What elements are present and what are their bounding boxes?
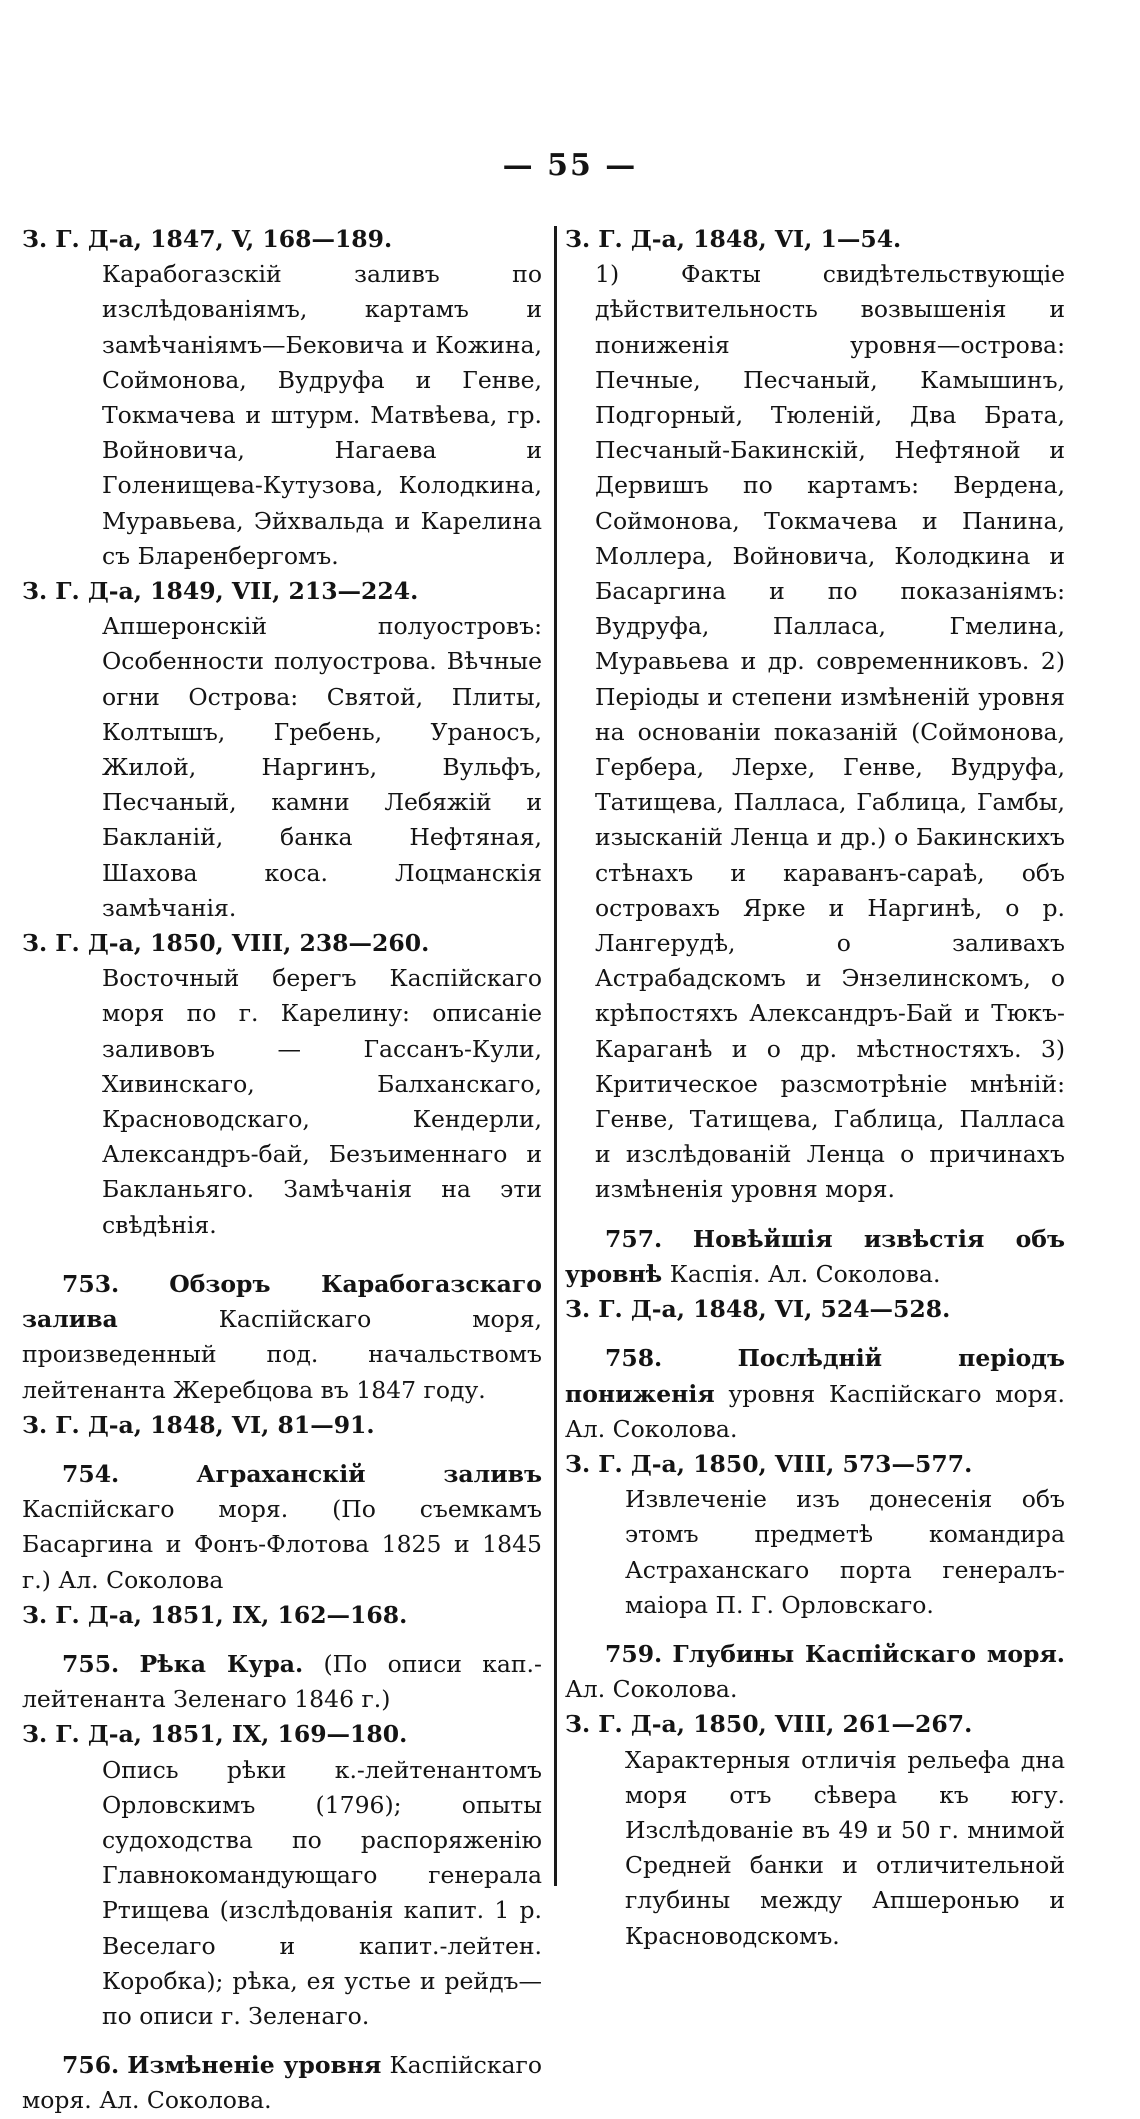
reference-line: З. Г. Д-а, 1848, VI, 524—528. — [565, 1295, 951, 1324]
entry-number: 757. — [605, 1224, 663, 1253]
reference-line: З. Г. Д-а, 1847, V, 168—189. — [22, 225, 393, 253]
entry-755 — [22, 1647, 542, 1717]
entry-number: 756. — [62, 2051, 120, 2080]
entry-title: Обзоръ Карабогазскаго залива — [22, 1269, 542, 1334]
entry-subtitle: (По описи кап.-лейтенанта Зеленаго 1846 г.) — [22, 1649, 542, 1714]
entry-subtitle: Каспійскаго моря, произведенный под. начальствомъ лейтенанта Жеребцова въ 1847 году. — [22, 1305, 542, 1404]
entry-title: Глубины Каспійскаго моря. — [672, 1639, 1065, 1668]
description: Восточный берегъ Каспійскаго моря по г. Карелину: описаніе заливовъ — Гассанъ-Кули, Хивинскаго, Балханскаго, Красноводскаго, Кендерли, Александръ-бай, Безъименнаго и Бакланьяго. Замѣчанія на эти свѣдѣнія. — [102, 964, 542, 1239]
entry-758 — [565, 1341, 1065, 1447]
reference-line: З. Г. Д-а, 1851, IX, 162—168. — [22, 1600, 408, 1629]
entry-title: Рѣка Кура. — [139, 1649, 304, 1678]
entry-756 — [22, 2048, 542, 2118]
entry-title: Послѣдній періодъ пониженія — [565, 1344, 1065, 1408]
entry-title: Аграханскій заливъ — [196, 1459, 542, 1488]
entry-title: Измѣненіе уровня — [127, 2051, 382, 2080]
entry-title: Новѣйшія извѣстія объ уровнѣ — [565, 1224, 1065, 1288]
description: 1) Факты свидѣтельствующіе дѣйствительность возвышенія и пониженія уровня—острова: Печные, Песчаный, Камышинъ, Подгорный, Тюленій, Два Брата, Песчаный-Бакинскій, Нефтяной и Дервишъ по картамъ: Вердена, Соймонова, Токмачева и Панина, Моллера, Войновича, Колодкина и Басаргина и по показаніямъ: Вудруфа, Палласа, Гмелина, Муравьева и др. современниковъ. 2) Періоды и степени измѣненій уровня на основаніи показаній (Соймонова, Гербера, Лерхе, Генве, Вудруфа, Татищева, Палласа, Габлица, Гамбы, изысканій Ленца и др.) о Бакинскихъ стѣнахъ и караванъ-сараѣ, объ островахъ Ярке и Наргинѣ, о р. Лангерудѣ, о заливахъ Астрабадскомъ и Энзелинскомъ, о крѣпостяхъ Александръ-Бай и Тюкъ-Караганѣ и о др. мѣстностяхъ. 3) Критическое разсмотрѣніе мнѣній: Генве, Татищева, Габлица, Палласа и изслѣдованій Ленца о причинахъ измѣненія уровня моря. — [595, 260, 1065, 1204]
entry-number: 755. — [62, 1649, 120, 1678]
entry-754 — [22, 1457, 542, 1598]
right-column — [565, 222, 1065, 1954]
column-divider — [554, 226, 557, 1886]
reference-line: З. Г. Д-а, 1851, IX, 169—180. — [22, 1720, 408, 1749]
entry-number: 753. — [62, 1269, 120, 1298]
entry-subtitle: Каспія. Ал. Соколова. — [669, 1259, 941, 1288]
entry-number: 758. — [605, 1344, 663, 1373]
reference-line: З. Г. Д-а, 1850, VIII, 238—260. — [22, 929, 430, 958]
entry-753 — [22, 1267, 542, 1408]
reference-line: З. Г. Д-а, 1848, VI, 81—91. — [22, 1410, 375, 1439]
reference-line: З. Г. Д-а, 1850, VIII, 573—577. — [565, 1449, 973, 1478]
entry-757 — [565, 1222, 1065, 1292]
description: Карабогазскій заливъ по изслѣдованіямъ, картамъ и замѣчаніямъ—Бековича и Кожина, Соймонова, Вудруфа и Генве, Токмачева и штурм. Матвѣева, гр. Войновича, Нагаева и Голенищева-Кутузова, Колодкина, Муравьева, Эйхвальда и Карелина съ Бларенбергомъ. — [102, 260, 542, 570]
reference-line: З. Г. Д-а, 1850, VIII, 261—267. — [565, 1710, 973, 1739]
description: Извлеченіе изъ донесенія объ этомъ предметѣ командира Астраханскаго порта генералъ-маіора П. Г. Орловскаго. — [625, 1485, 1065, 1619]
description: Опись рѣки к.-лейтенантомъ Орловскимъ (1796); опыты судоходства по распоряженію Главнокомандующаго генерала Ртищева (изслѣдованія капит. 1 р. Веселаго и капит.-лейтен. Коробка); рѣка, ея устье и рейдъ—по описи г. Зеленаго. — [102, 1755, 542, 2030]
description: Апшеронскій полуостровъ: Особенности полуострова. Вѣчные огни Острова: Святой, Плиты, Колтышъ, Гребень, Ураносъ, Жилой, Наргинъ, Вульфъ, Песчаный, камни Лебяжій и Бакланій, банка Нефтяная, Шахова коса. Лоцманскія замѣчанія. — [102, 612, 542, 922]
description: Характерныя отличія рельефа дна моря отъ сѣвера къ югу. Изслѣдованіе въ 49 и 50 г. мнимой Средней банки и отличительной глубины между Апшеронью и Красноводскомъ. — [625, 1745, 1065, 1950]
entry-subtitle: Ал. Соколова. — [565, 1675, 738, 1704]
reference-line: З. Г. Д-а, 1848, VI, 1—54. — [565, 225, 902, 253]
entry-subtitle: Каспійскаго моря. (По съемкамъ Басаргина и Фонъ-Флотова 1825 и 1845 г.) Ал. Соколова — [22, 1495, 542, 1594]
entry-number: 754. — [62, 1459, 120, 1488]
left-column — [22, 222, 542, 2119]
entry-number: 759. — [605, 1639, 663, 1668]
reference-line: З. Г. Д-а, 1849, VII, 213—224. — [22, 577, 419, 606]
page-number: — 55 — — [502, 148, 638, 183]
entry-759 — [565, 1637, 1065, 1707]
entry-subtitle: Каспійскаго моря. Ал. Соколова. — [22, 2051, 542, 2115]
entry-subtitle: уровня Каспійскаго моря. Ал. Соколова. — [565, 1379, 1065, 1443]
